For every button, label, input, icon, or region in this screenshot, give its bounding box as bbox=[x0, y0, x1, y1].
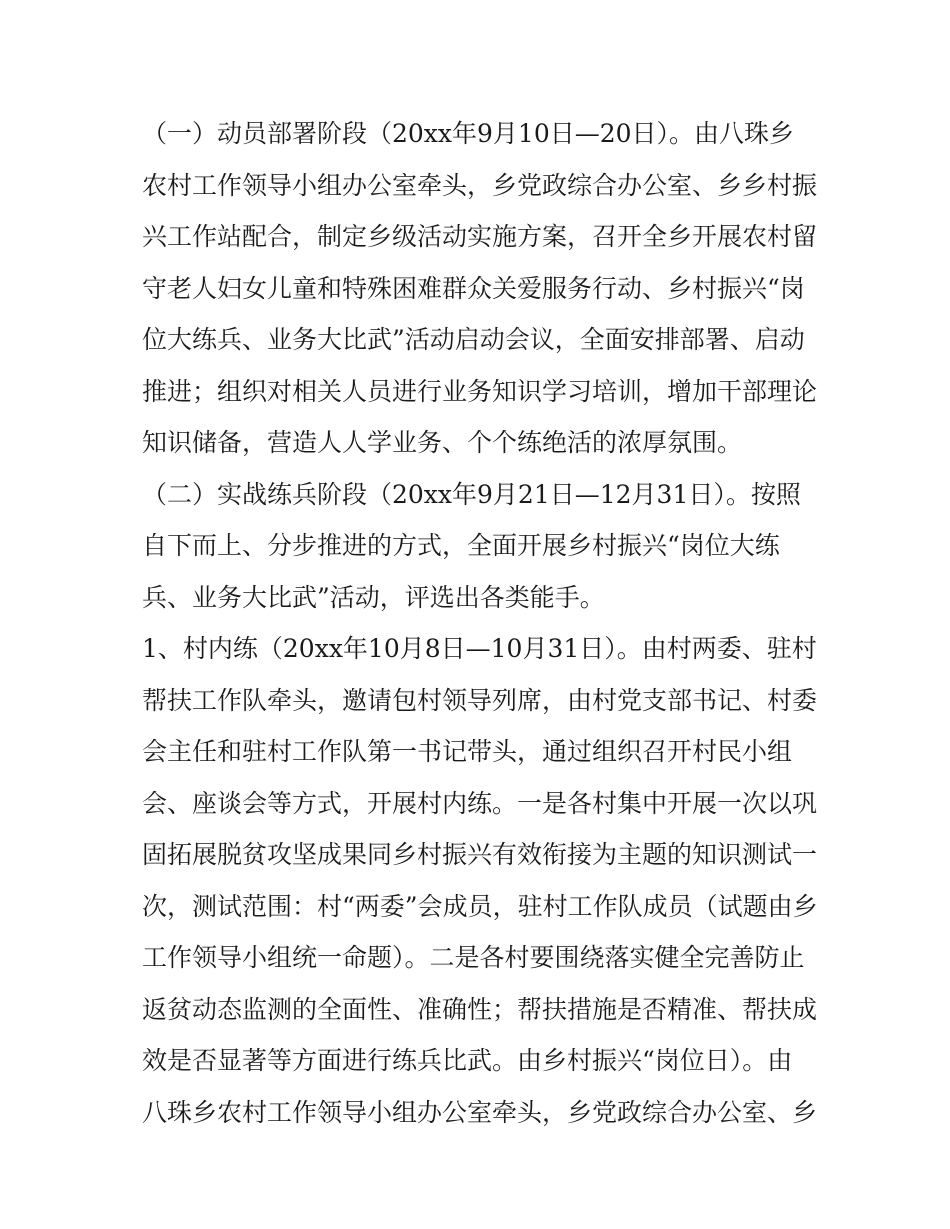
text-line: 工作领导小组统一命题）。二是各村要围绕落实健全完善防止 bbox=[142, 943, 805, 972]
text-line: 兴工作站配合，制定乡级活动实施方案，召开全乡开展农村留 bbox=[142, 222, 818, 251]
text-line: （一）动员部署阶段（20xx年9月10日—20日）。由八珠乡 bbox=[142, 119, 795, 148]
document-body bbox=[142, 108, 822, 1138]
text-line: 1、村内练（20xx年10月8日—10月31日）。由村两委、驻村 bbox=[142, 634, 817, 663]
text-line: 兵、业务大比武”活动，评选出各类能手。 bbox=[142, 582, 605, 612]
text-line: 位大练兵、业务大比武”活动启动会议，全面安排部署、启动 bbox=[142, 325, 805, 354]
text-line: 效是否显著等方面进行练兵比武。由乡村振兴“岗位日）。由 bbox=[142, 1046, 793, 1075]
text-line: 会主任和驻村工作队第一书记带头，通过组织召开村民小组 bbox=[142, 737, 793, 766]
text-line: 八珠乡农村工作领导小组办公室牵头，乡党政综合办公室、乡 bbox=[142, 1097, 818, 1127]
text-line: （二）实战练兵阶段（20xx年9月21日—12月31日）。按照 bbox=[142, 479, 801, 509]
text-line: 返贫动态监测的全面性、准确性；帮扶措施是否精准、帮扶成 bbox=[142, 994, 818, 1024]
text-line: 农村工作领导小组办公室牵头，乡党政综合办公室、乡乡村振 bbox=[142, 170, 818, 200]
text-line: 知识储备，营造人人学业务、个个练绝活的浓厚氛围。 bbox=[142, 428, 743, 457]
text-line: 守老人妇女儿童和特殊困难群众关爱服务行动、乡村振兴“岗 bbox=[142, 273, 805, 303]
text-line: 固拓展脱贫攻坚成果同乡村振兴有效衔接为主题的知识测试一 bbox=[142, 840, 818, 869]
text-line: 推进；组织对相关人员进行业务知识学习培训，增加干部理论 bbox=[142, 376, 818, 406]
text-line: 帮扶工作队牵头，邀请包村领导列席，由村党支部书记、村委 bbox=[142, 685, 818, 715]
text-line: 会、座谈会等方式，开展村内练。一是各村集中开展一次以巩 bbox=[142, 788, 818, 818]
text-line: 自下而上、分步推进的方式，全面开展乡村振兴“岗位大练 bbox=[142, 531, 780, 560]
text-line: 次，测试范围：村“两委”会成员，驻村工作队成员（试题由乡 bbox=[142, 891, 818, 921]
